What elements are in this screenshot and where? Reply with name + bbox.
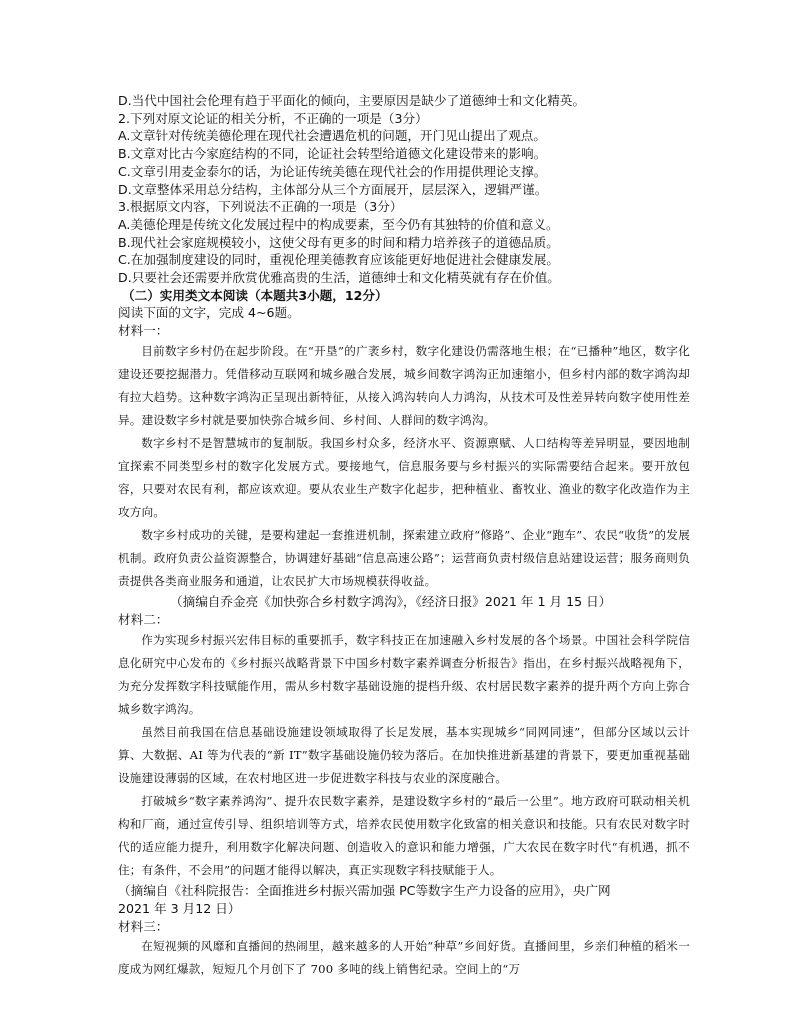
q2-option-a: A.文章针对传统美德伦理在现代社会遭遇危机的问题，开门见山提出了观点。 [118,128,546,144]
material-1-source: （摘编自乔金亮《加快弥合乡村数字鸿沟》，《经济日报》2021 年 1 月 15 日） [170,593,612,609]
q1-option-d: D.当代中国社会伦理有趋于平面化的倾向，主要原因是缺少了道德绅士和文化精英。 [118,93,586,108]
q2-option-d: D.文章整体采用总分结构，主体部分从三个方面展开，层层深入，逻辑严谨。 [118,181,548,197]
material-2-source-line-2: 2021 年 3 月12 日） [118,900,241,916]
material-1-paragraph: 目前数字乡村仍在起步阶段。在“开垦”的广袤乡村，数字化建设仍需落地生根；在“已播种”地区，数字化建设还要挖掘潜力。凭借移动互联网和城乡融合发展，城乡间数字鸿沟正加速缩小，但乡村内部的数字鸿沟却有拉大趋势。这种数字鸿沟正呈现出新特征，从接入鸿沟转向人力鸿沟，从技术可及性差异转向数字使用性差异。建设数字乡村就是要加快弥合城乡间、乡村间、人群间的数字鸿沟。 [118,343,690,427]
material-1-paragraph: 数字乡村成功的关键，是要构建起一套推进机制，探索建立政府“修路”、企业“跑车”、农民“收货”的发展机制。政府负责公益资源整合，协调建好基础“信息高速公路”；运营商负责村级信息站建设运营；服务商则负责提供各类商业服务和通道，让农民扩大市场规模获得收益。 [118,527,690,588]
material-2-label: 材料二： [118,611,169,627]
q3-stem: 3.根据原文内容，下列说法不正确的一项是（3分） [118,199,403,215]
q2-option-b: B.文章对比古今家庭结构的不同，论证社会转型给道德文化建设带来的影响。 [118,146,547,162]
q3-option-c: C.在加强制度建设的同时，重视伦理美德教育应该能更好地促进社会健康发展。 [118,252,559,268]
q2-stem: 2.下列对原文论证的相关分析，不正确的一项是（3分） [118,110,428,126]
q2-option-c: C.文章引用麦金泰尔的话，为论证传统美德在现代社会的作用提供理论支撑。 [118,163,547,179]
material-3-label: 材料三： [118,918,169,934]
material-1-label: 材料一： [118,323,169,339]
material-2-body [118,629,690,882]
material-2-paragraph: 打破城乡“数字素养鸿沟”、提升农民数字素养，是建设数字乡村的“最后一公里”。地方政府可联动相关机构和厂商，通过宣传引导、组织培训等方式，培养农民使用数字化致富的相关意识和技能。只有农民对数字时代的适应能力提升，利用数字化解决问题、创造收入的意识和能力增强，广大农民在数字时代“有机遇，抓不住；有条件，不会用”的问题才能得以解决，真正实现数字科技赋能于人。 [118,793,690,877]
material-3-paragraph: 在短视频的风靡和直播间的热闹里，越来越多的人开始“种草”乡间好货。直播间里，乡亲们种植的稻米一度成为网红爆款，短短几个月创下了 700 多吨的线上销售纪录。空间上的“万 [118,939,690,977]
material-1-paragraph: 数字乡村不是智慧城市的复制版。我国乡村众多，经济水平、资源禀赋、人口结构等差异明显，要因地制宜探索不同类型乡村的数字化发展方式。要接地气，信息服务要与乡村振兴的实际需要结合起来。要开放包容，只要对农民有利，都应该欢迎。要从农业生产数字化起步，把种植业、畜牧业、渔业的数字化改造作为主攻方向。 [118,435,690,519]
material-2-paragraph: 作为实现乡村振兴宏伟目标的重要抓手，数字科技正在加速融入乡村发展的各个场景。中国社会科学院信息化研究中心发布的《乡村振兴战略背景下中国乡村数字素养调查分析报告》指出，在乡村振兴战略视角下，为充分发挥数字科技赋能作用，需从乡村数字基础设施的提档升级、农村居民数字素养的提升两个方向上弥合城乡数字鸿沟。 [118,632,690,716]
material-3-body [118,935,690,981]
exam-page [118,92,690,981]
section-instruction: 阅读下面的文字，完成 4~6题。 [118,305,300,321]
material-1-body [118,340,690,593]
q3-option-a: A.美德伦理是传统文化发展过程中的构成要素，至今仍有其独特的价值和意义。 [118,216,559,232]
material-2-paragraph: 虽然目前我国在信息基础设施建设领域取得了长足发展，基本实现城乡“同网同速”，但部分区域以云计算、大数据、AI 等为代表的“新 IT”数字基础设施仍较为落后。在加快推进新基建的背景下，要更加重视基础设施建设薄弱的区域，在农村地区进一步促进数字科技与农业的深度融合。 [118,724,690,785]
material-2-source-line-1: （摘编自《社科院报告：全面推进乡村振兴需加强 PC等数字生产力设备的应用》，央广网 [118,882,611,898]
section-title: （二）实用类文本阅读（本题共3小题，12分） [122,287,388,303]
q3-option-d: D.只要社会还需要并欣赏优雅高贵的生活，道德绅士和文化精英就有存在价值。 [118,270,560,286]
q3-option-b: B.现代社会家庭规模较小，这使父母有更多的时间和精力培养孩子的道德品质。 [118,234,559,250]
